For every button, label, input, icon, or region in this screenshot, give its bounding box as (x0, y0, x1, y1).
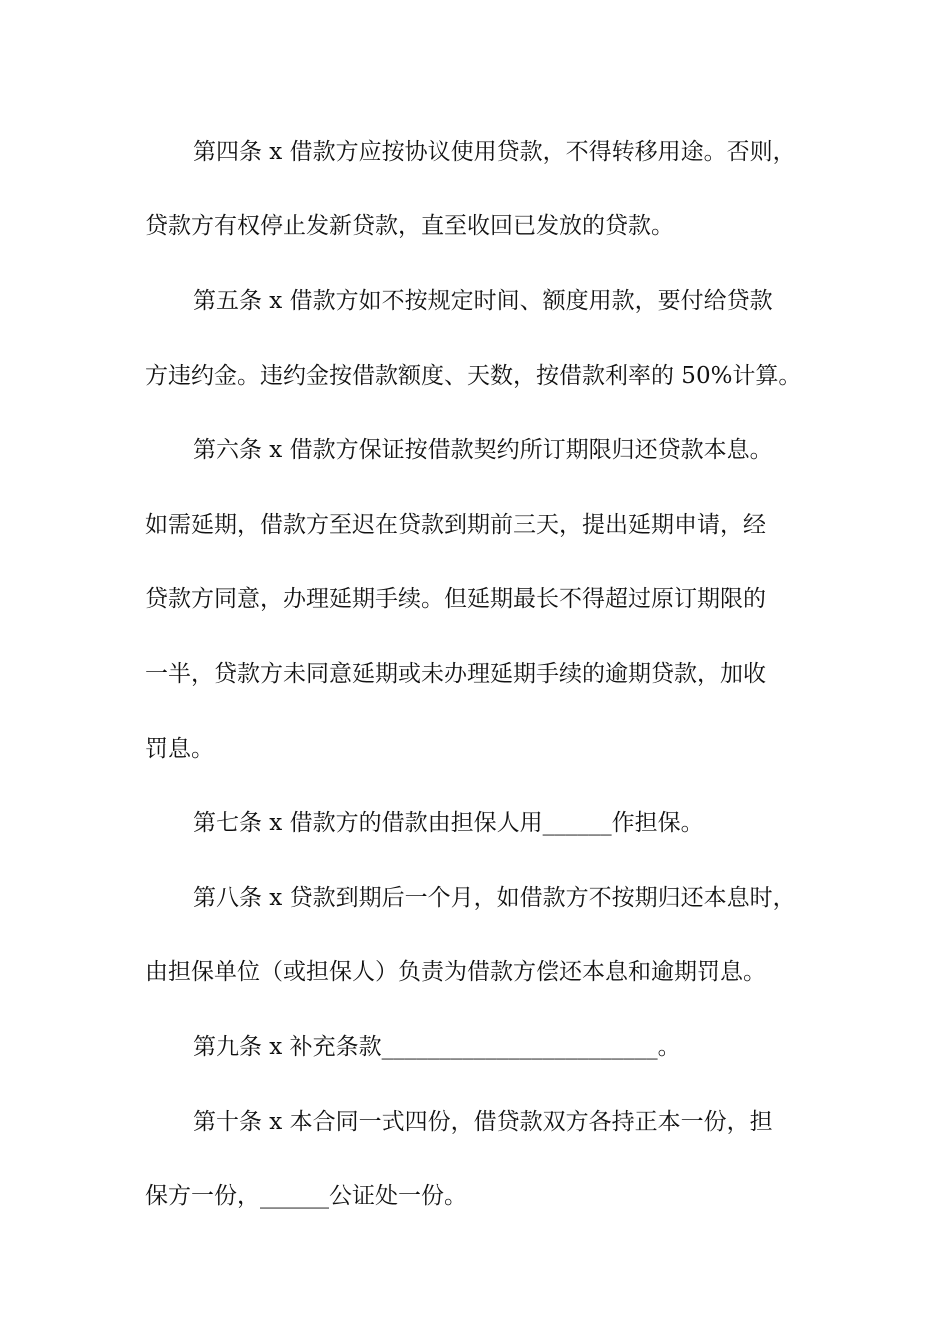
article-4-line-2: 贷款方有权停止发新贷款，直至收回已发放的贷款。 (145, 213, 674, 239)
article-6-line-4: 一半，贷款方未同意延期或未办理延期手续的逾期贷款，加收 (145, 661, 766, 687)
article-5-line-2: 方违约金。违约金按借款额度、天数，按借款利率的 50%计算。 (145, 363, 802, 389)
article-10-line-1: 第十条 x 本合同一式四份，借贷款双方各持正本一份，担 (193, 1109, 773, 1135)
article-7-line-1: 第七条 x 借款方的借款由担保人用______作担保。 (193, 810, 704, 836)
article-5-line-1: 第五条 x 借款方如不按规定时间、额度用款，要付给贷款 (193, 288, 773, 314)
article-10-line-2: 保方一份，______公证处一份。 (145, 1183, 467, 1209)
article-6-line-2: 如需延期，借款方至迟在贷款到期前三天，提出延期申请，经 (145, 512, 766, 538)
article-6-line-3: 贷款方同意，办理延期手续。但延期最长不得超过原订期限的 (145, 586, 766, 612)
article-9-line-1: 第九条 x 补充条款________________________。 (193, 1034, 681, 1060)
article-6-line-1: 第六条 x 借款方保证按借款契约所订期限归还贷款本息。 (193, 437, 773, 463)
article-8-line-1: 第八条 x 贷款到期后一个月，如借款方不按期归还本息时， (193, 885, 796, 911)
article-6-line-5: 罚息。 (145, 736, 214, 762)
article-4-line-1: 第四条 x 借款方应按协议使用贷款，不得转移用途。否则， (193, 139, 796, 165)
article-8-line-2: 由担保单位（或担保人）负责为借款方偿还本息和逾期罚息。 (145, 959, 766, 985)
